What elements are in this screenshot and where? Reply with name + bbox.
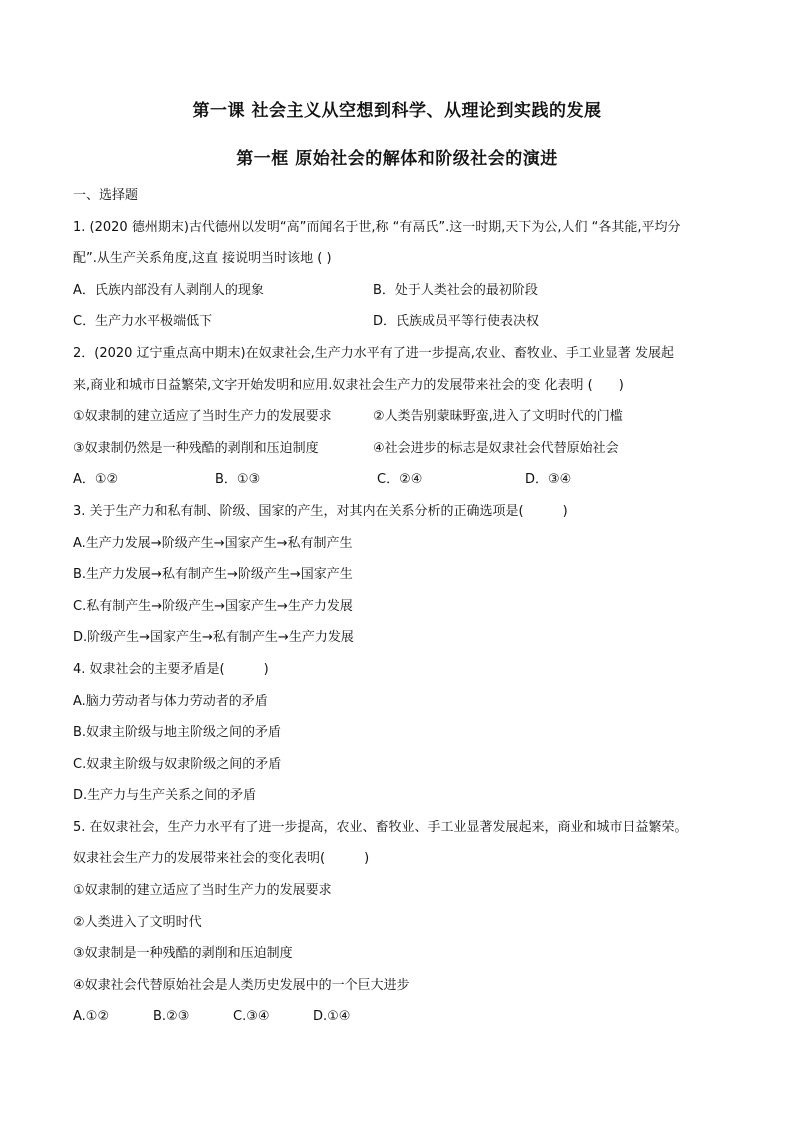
q5-options-row [73,1001,733,1033]
q2-item-4: ④社会进步的标志是奴隶社会代替原始社会 [373,440,619,456]
q2-option-a: A．①② [73,472,119,488]
page-subtitle: 第一框 原始社会的解体和阶级社会的演进 [236,149,558,169]
section-heading: 一、选择题 [73,188,139,203]
q2-options-row [73,464,733,496]
q1-option-b: B．处于人类社会的最初阶段 [373,282,538,298]
q1-option-c: C．生产力水平极端低下 [73,314,213,330]
q1-option-a: A．氏族内部没有人剥削人的现象 [73,282,264,298]
q3-stem: 3. 关于生产力和私有制、阶级、国家的产生，对其内在关系分析的正确选项是( ) [73,503,568,519]
q3-option-a: A.生产力发展→阶级产生→国家产生→私有制产生 [73,535,353,551]
q2-item-3: ③奴隶制仍然是一种残酷的剥削和压迫制度 [73,440,319,456]
q2-option-c: C．②④ [377,472,423,488]
q2-option-d: D．③④ [525,472,572,488]
q3-option-b: B.生产力发展→私有制产生→阶级产生→国家产生 [73,567,353,583]
q2-items-row2 [73,433,733,465]
q5-stem-line2: 奴隶社会生产力的发展带来社会的变化表明( ) [73,851,370,867]
q2-item-1: ①奴隶制的建立适应了当时生产力的发展要求 [73,409,332,425]
q4-stem: 4. 奴隶社会的主要矛盾是( ) [73,661,269,677]
q2-stem-line1: 2．(2020 辽宁重点高中期末)在奴隶社会,生产力水平有了进一步提高,农业、畜牧业、手工业显著 发展起 [73,345,675,361]
q5-item-2: ②人类进入了文明时代 [73,914,202,930]
q5-option-b: B.②③ [153,1009,190,1025]
q1-options-row2 [73,306,733,338]
question-list [73,180,733,1033]
q2-option-b: B．①③ [215,472,261,488]
q1-options-row1 [73,275,733,307]
q1-option-d: D．氏族成员平等行使表决权 [373,314,540,330]
q5-option-d: D.①④ [313,1009,351,1025]
q5-item-3: ③奴隶制是一种残酷的剥削和压迫制度 [73,946,293,962]
q1-stem-line2: 配”.从生产关系角度,这直 接说明当时该地 ( ) [73,251,332,267]
q2-stem-line2: 来,商业和城市日益繁荣,文字开始发明和应用.奴隶社会生产力的发展带来社会的变 化表明 ( ) [73,377,624,393]
q5-item-4: ④奴隶社会代替原始社会是人类历史发展中的一个巨大进步 [73,977,410,993]
q5-option-c: C.③④ [233,1009,270,1025]
q4-option-b: B.奴隶主阶级与地主阶级之间的矛盾 [73,725,282,741]
q5-stem-line1: 5. 在奴隶社会，生产力水平有了进一步提高，农业、畜牧业、手工业显著发展起来，商业和城市日益繁荣。 [73,819,688,835]
q3-option-c: C.私有制产生→阶级产生→国家产生→生产力发展 [73,598,353,614]
q3-option-d: D.阶级产生→国家产生→私有制产生→生产力发展 [73,630,354,646]
q2-items-row1 [73,401,733,433]
q5-option-a: A.①② [73,1009,110,1025]
q4-option-d: D.生产力与生产关系之间的矛盾 [73,788,257,804]
q5-item-1: ①奴隶制的建立适应了当时生产力的发展要求 [73,883,332,899]
q4-option-a: A.脑力劳动者与体力劳动者的矛盾 [73,693,268,709]
q1-stem-line1: 1. (2020 德州期末)古代德州以发明“高”而闻名于世,称 “有鬲氏”.这一时期,天下为公,人们 “各其能,平均分 [73,219,681,235]
q2-item-2: ②人类告别蒙昧野蛮,进入了文明时代的门槛 [373,409,623,425]
q4-option-c: C.奴隶主阶级与奴隶阶级之间的矛盾 [73,756,282,772]
page-title: 第一课 社会主义从空想到科学、从理论到实践的发展 [192,101,602,121]
